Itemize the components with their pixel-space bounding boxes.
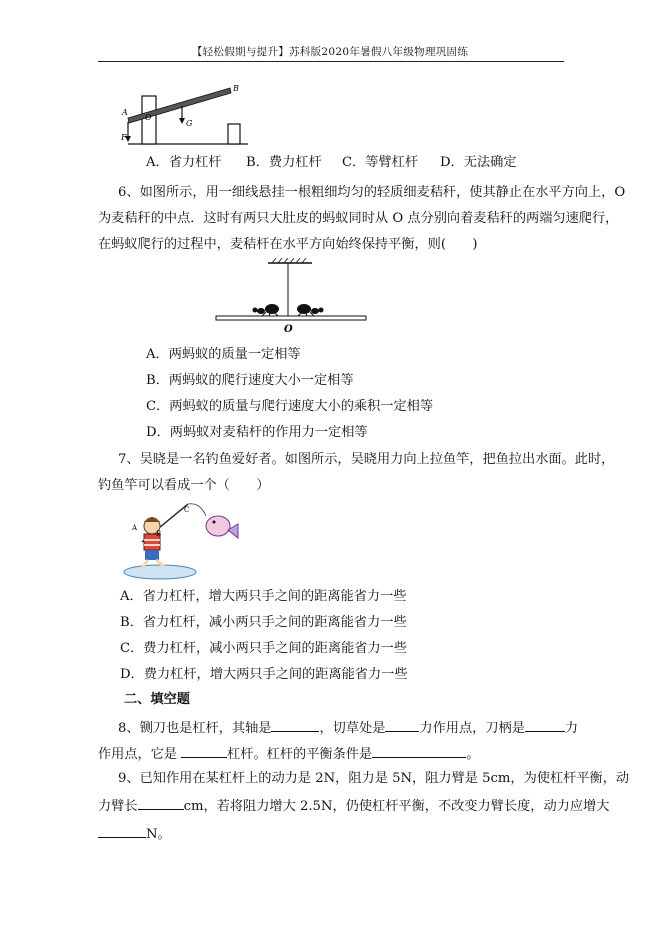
- label-a: A: [122, 108, 128, 117]
- fishing-line: [188, 504, 206, 516]
- fishing-figure: [122, 500, 242, 582]
- page-header: 【轻松假期与提升】苏科版2020年暑假八年级物理巩固练: [191, 46, 469, 58]
- q7-stem-line1: 7、吴晓是一名钓鱼爱好者。如图所示，吴晓用力向上拉鱼竿，把鱼拉出水面。此时，: [118, 452, 615, 467]
- lever-figure-1: [118, 82, 258, 148]
- q6-option-d: D．两蚂蚁对麦秸杆的作用力一定相等: [146, 425, 368, 440]
- q5-option-d: D．无法确定: [440, 155, 517, 170]
- q7-option-d: D．费力杠杆，增大两只手之间的距离能省力一些: [120, 667, 408, 682]
- q8-blank-axis[interactable]: [271, 718, 319, 732]
- q5-option-c: C．等臂杠杆: [342, 155, 419, 170]
- water-platform: [124, 565, 196, 579]
- label-b: B: [233, 84, 239, 93]
- q5-option-b: B．费力杠杆: [246, 155, 322, 170]
- boy: [142, 517, 164, 568]
- weight-block: [228, 124, 240, 144]
- q9-line3: [98, 824, 171, 844]
- q9-text-3: N。: [146, 827, 171, 842]
- q7-option-a: A．省力杠杆，增大两只手之间的距离能省力一些: [120, 589, 407, 604]
- straw-midpoint-label: O: [284, 324, 293, 334]
- q8-text-4: 力: [564, 721, 579, 736]
- ant-right: [297, 304, 324, 316]
- section-fill-in-title: 二、填空题: [124, 692, 190, 707]
- rod-label-b: B: [156, 530, 162, 538]
- q9-line1: 9、已知作用在某杠杆上的动力是 2N，阻力是 5N，阻力臂是 5cm，为使杠杆平衡，动: [118, 771, 630, 786]
- q6-option-a: A．两蚂蚁的质量一定相等: [146, 347, 301, 362]
- q9-blank-arm-length[interactable]: [138, 796, 184, 810]
- q8-blank-balance-condition[interactable]: [372, 744, 466, 758]
- q6-stem-line2: 为麦秸秆的中点．这时有两只大肚皮的蚂蚁同时从 O 点分别向着麦秸秆的两端匀速爬行，: [98, 211, 619, 226]
- label-o: O: [145, 113, 152, 122]
- q8-text-2: ，切草处是: [319, 721, 386, 736]
- q8-text-1: 8、铡刀也是杠杆，其轴是: [118, 721, 272, 736]
- q8-text-5: 作用点，它是: [98, 747, 178, 762]
- q8-blank-handle[interactable]: [525, 718, 565, 732]
- q7-option-c: C．费力杠杆，减小两只手之间的距离能省力一些: [120, 641, 408, 656]
- q9-text-1: 力臂长: [98, 799, 138, 814]
- q6-stem-line3: 在蚂蚁爬行的过程中，麦秸杆在水平方向始终保持平衡，则( ): [98, 237, 478, 252]
- q8-blank-cut-point[interactable]: [385, 718, 419, 732]
- fish: [206, 516, 238, 538]
- q8-blank-lever-type[interactable]: [181, 744, 227, 758]
- q5-options: [146, 154, 517, 172]
- ant-left: [253, 304, 280, 316]
- label-f: F: [121, 133, 127, 142]
- q8-text-7: 。: [466, 747, 480, 762]
- rod-label-c: C: [184, 506, 190, 514]
- q8-line1: [118, 718, 578, 738]
- rod-label-a: A: [132, 524, 138, 532]
- q8-text-3: 力作用点，刀柄是: [419, 721, 525, 736]
- q8-line2: [98, 744, 479, 764]
- q9-text-2: cm，若将阻力增大 2.5N，仍使杠杆平衡，不改变力臂长度，动力应增大: [183, 799, 610, 814]
- q6-stem-line1: 6、如图所示，用一细线悬挂一根粗细均匀的轻质细麦秸秆，使其静止在水平方向上，O: [118, 185, 626, 200]
- q8-text-6: 杠杆。杠杆的平衡条件是: [227, 747, 373, 762]
- straw: [216, 316, 366, 320]
- q9-blank-force-increase[interactable]: [98, 824, 146, 838]
- header-divider: [98, 61, 564, 62]
- q5-option-a: A．省力杠杆: [146, 155, 222, 170]
- q7-stem-line2: 钓鱼竿可以看成一个（ ）: [98, 478, 270, 493]
- q7-option-b: B．省力杠杆，减小两只手之间的距离能省力一些: [120, 615, 407, 630]
- q6-option-b: B．两蚂蚁的爬行速度大小一定相等: [146, 373, 354, 388]
- ant-straw-figure: [214, 258, 376, 334]
- label-g: G: [186, 119, 193, 128]
- q9-line2: [98, 796, 609, 816]
- q6-option-c: C．两蚂蚁的质量与爬行速度大小的乘积一定相等: [146, 399, 434, 414]
